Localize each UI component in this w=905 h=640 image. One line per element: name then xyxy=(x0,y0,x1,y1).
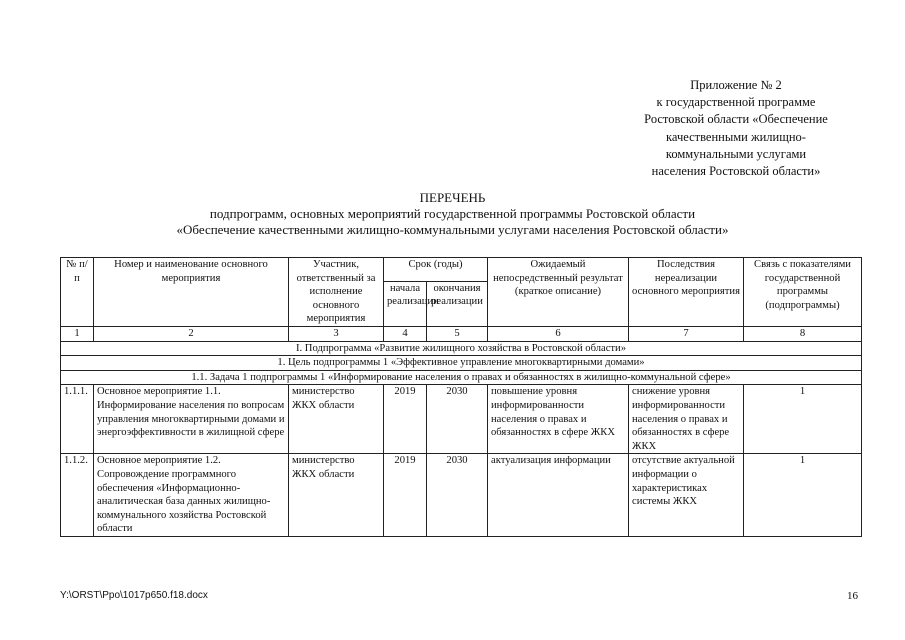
row-name: Основное мероприятие 1.2. Сопровождение программного обеспечения «Информационно-аналитическая база данных жилищно-коммунального хозяйства Ростовской области xyxy=(94,454,289,537)
document-subtitle-line2: «Обеспечение качественными жилищно-коммунальными услугами населения Ростовской области» xyxy=(176,222,729,237)
appendix-line: коммунальными услугами xyxy=(665,146,807,161)
measures-table xyxy=(60,257,862,537)
row-participant: министерство ЖКХ области xyxy=(289,385,384,454)
column-number: 3 xyxy=(289,326,384,341)
appendix-line: качественными жилищно- xyxy=(666,129,806,144)
row-start: 2019 xyxy=(384,385,427,454)
table-row xyxy=(61,385,862,454)
header-term: Срок (годы) xyxy=(384,258,488,282)
row-start: 2019 xyxy=(384,454,427,537)
row-num: 1.1.2. xyxy=(61,454,94,537)
row-end: 2030 xyxy=(427,454,488,537)
appendix-block xyxy=(616,77,856,180)
row-link: 1 xyxy=(744,454,862,537)
appendix-line: населения Ростовской области» xyxy=(651,164,821,179)
column-number: 2 xyxy=(94,326,289,341)
row-participant: министерство ЖКХ области xyxy=(289,454,384,537)
page-number: 16 xyxy=(847,590,858,602)
table-row xyxy=(61,454,862,537)
header-consequences: Последствия нереализации основного мероприятия xyxy=(629,258,744,327)
header-link: Связь с показателями государственной программы (подпрограммы) xyxy=(744,258,862,327)
task-title: 1.1. Задача 1 подпрограммы 1 «Информирование населения о правах и обязанностях в жилищно-коммунальной сфере» xyxy=(61,370,862,385)
document-subtitle-line1: подпрограмм, основных мероприятий государственной программы Ростовской области xyxy=(209,206,696,221)
row-num: 1.1.1. xyxy=(61,385,94,454)
row-consequences: отсутствие актуальной информации о характеристиках системы ЖКХ xyxy=(629,454,744,537)
header-start: начала реализации xyxy=(384,281,427,326)
column-number: 6 xyxy=(488,326,629,341)
footer-file-path: Y:\ORST\Ppo\1017p650.f18.docx xyxy=(60,590,208,601)
task-row xyxy=(61,370,862,385)
header-name: Номер и наименование основного мероприятия xyxy=(94,258,289,327)
goal-title: 1. Цель подпрограммы 1 «Эффективное управление многоквартирными домами» xyxy=(61,356,862,371)
header-num: № п/п xyxy=(61,258,94,327)
appendix-line: к государственной программе xyxy=(656,95,816,110)
row-consequences: снижение уровня информированности населения о правах и обязанностях в сфере ЖКХ xyxy=(629,385,744,454)
row-expected: актуализация информации xyxy=(488,454,629,537)
document-heading xyxy=(0,190,905,238)
appendix-line: Приложение № 2 xyxy=(690,78,782,92)
header-end: окончания реализации xyxy=(427,281,488,326)
subprogram-title: I. Подпрограмма «Развитие жилищного хозяйства в Ростовской области» xyxy=(61,341,862,356)
row-name: Основное мероприятие 1.1. Информирование населения по вопросам управления многоквартирными домами и энергоэффективности в жилищной сфере xyxy=(94,385,289,454)
row-expected: повышение уровня информированности населения о правах и обязанностях в сфере ЖКХ xyxy=(488,385,629,454)
column-number: 5 xyxy=(427,326,488,341)
column-number: 1 xyxy=(61,326,94,341)
row-end: 2030 xyxy=(427,385,488,454)
appendix-line: Ростовской области «Обеспечение xyxy=(644,112,828,127)
header-expected: Ожидаемый непосредственный результат (краткое описание) xyxy=(488,258,629,327)
row-link: 1 xyxy=(744,385,862,454)
column-number-row xyxy=(61,326,862,341)
document-title: ПЕРЕЧЕНЬ xyxy=(419,190,486,205)
goal-row xyxy=(61,356,862,371)
column-number: 8 xyxy=(744,326,862,341)
table-header-row xyxy=(61,258,862,282)
column-number: 4 xyxy=(384,326,427,341)
header-participant: Участник, ответственный за исполнение основного мероприятия xyxy=(289,258,384,327)
column-number: 7 xyxy=(629,326,744,341)
section-row xyxy=(61,341,862,356)
